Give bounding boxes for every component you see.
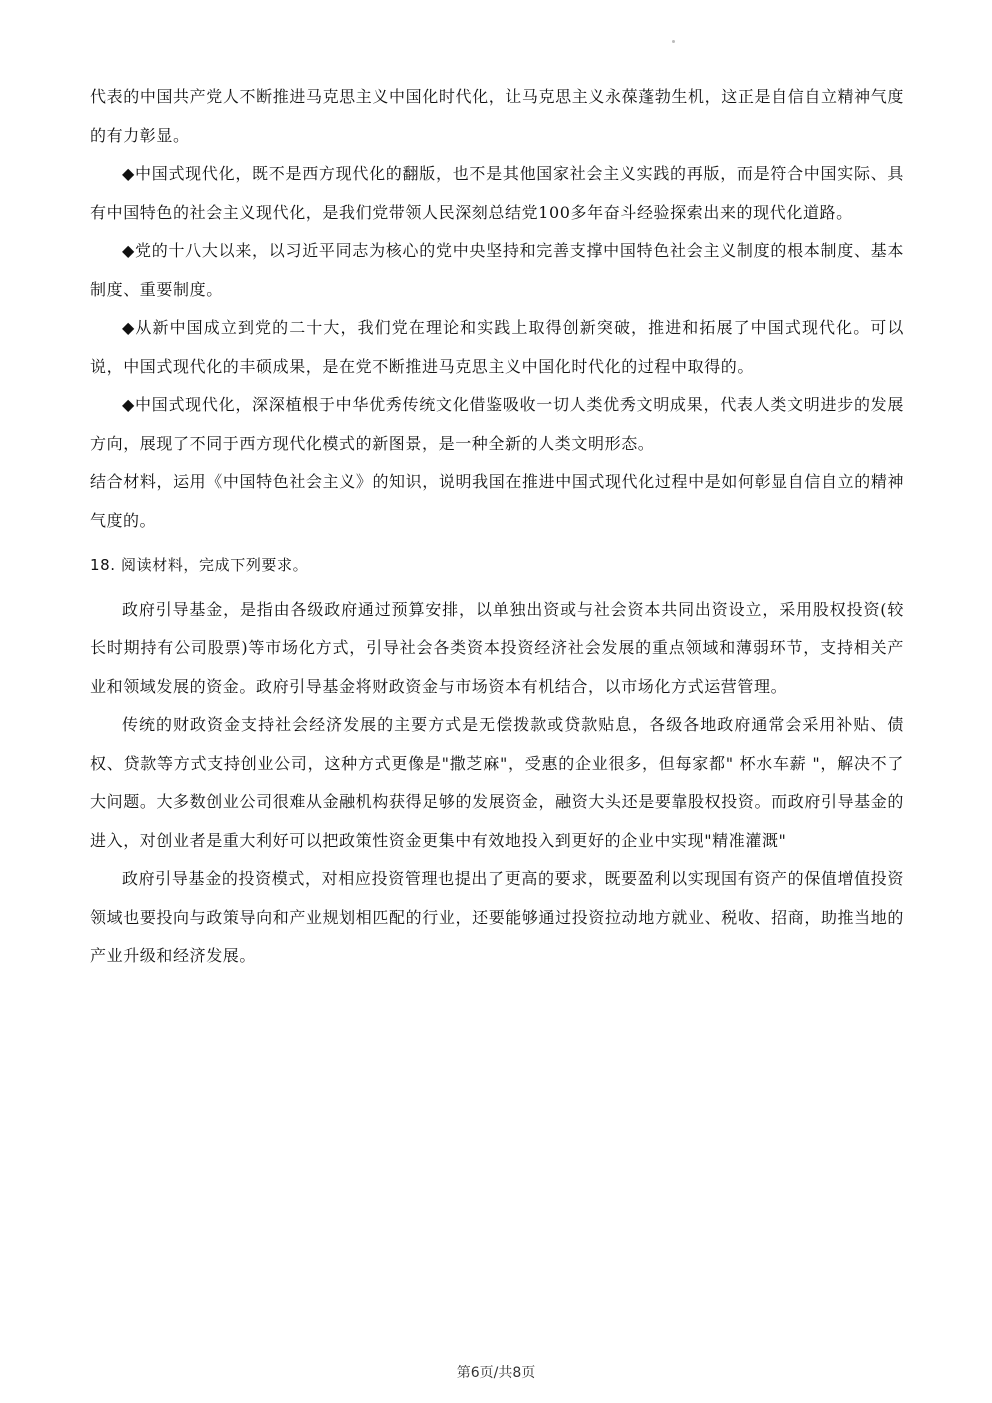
- material-17-point-3: ◆从新中国成立到党的二十大，我们党在理论和实践上取得创新突破，推进和拓展了中国式现代化。可以说，中国式现代化的丰硕成果，是在党不断推进马克思主义中国化时代化的过程中取得的。: [90, 318, 904, 376]
- material-18-paragraph-1: 政府引导基金，是指由各级政府通过预算安排，以单独出资或与社会资本共同出资设立，采用股权投资(较长时期持有公司股票)等市场化方式，引导社会各类资本投资经济社会发展的重点领域和薄弱环节，支持相关产业和领域发展的资金。政府引导基金将财政资金与市场资本有机结合，以市场化方式运营管理。: [90, 599, 904, 696]
- material-17-point-2: ◆党的十八大以来，以习近平同志为核心的党中央坚持和完善支撑中国特色社会主义制度的根本制度、基本制度、重要制度。: [90, 241, 904, 299]
- material-18-paragraph-3: 政府引导基金的投资模式，对相应投资管理也提出了更高的要求，既要盈利以实现国有资产的保值增值投资领域也要投向与政策导向和产业规划相匹配的行业，还要能够通过投资拉动地方就业、税收、招商，助推当地的产业升级和经济发展。: [90, 869, 904, 965]
- question-17-task: 结合材料，运用《中国特色社会主义》的知识，说明我国在推进中国式现代化过程中是如何彰显自信自立的精神气度的。: [90, 472, 904, 530]
- document-body: [90, 78, 904, 976]
- material-17-point-4: ◆中国式现代化，深深植根于中华优秀传统文化借鉴吸收一切人类优秀文明成果，代表人类文明进步的发展方向，展现了不同于西方现代化模式的新图景，是一种全新的人类文明形态。: [90, 395, 904, 453]
- scan-mark: [672, 40, 675, 43]
- material-17-continuation: 代表的中国共产党人不断推进马克思主义中国化时代化，让马克思主义永葆蓬勃生机，这正是自信自立精神气度的有力彰显。: [90, 87, 904, 145]
- material-18-paragraph-2: 传统的财政资金支持社会经济发展的主要方式是无偿拨款或贷款贴息，各级各地政府通常会采用补贴、债权、贷款等方式支持创业公司，这种方式更像是"撒芝麻"，受惠的企业很多，但每家都" 杯水车薪 "，解决不了大问题。大多数创业公司很难从金融机构获得足够的发展资金，融资大头还是要靠股权投资。而政府引导基金的进入，对创业者是重大利好可以把政策性资金更集中有效地投入到更好的企业中实现"精准灌溉": [90, 715, 904, 850]
- page-number: 第6页/共8页: [456, 1365, 536, 1381]
- material-17-point-1: ◆中国式现代化，既不是西方现代化的翻版，也不是其他国家社会主义实践的再版，而是符合中国实际、具有中国特色的社会主义现代化，是我们党带领人民深刻总结党100多年奋斗经验探索出来的现代化道路。: [90, 164, 904, 222]
- question-18-heading: 18. 阅读材料，完成下列要求。: [90, 556, 309, 574]
